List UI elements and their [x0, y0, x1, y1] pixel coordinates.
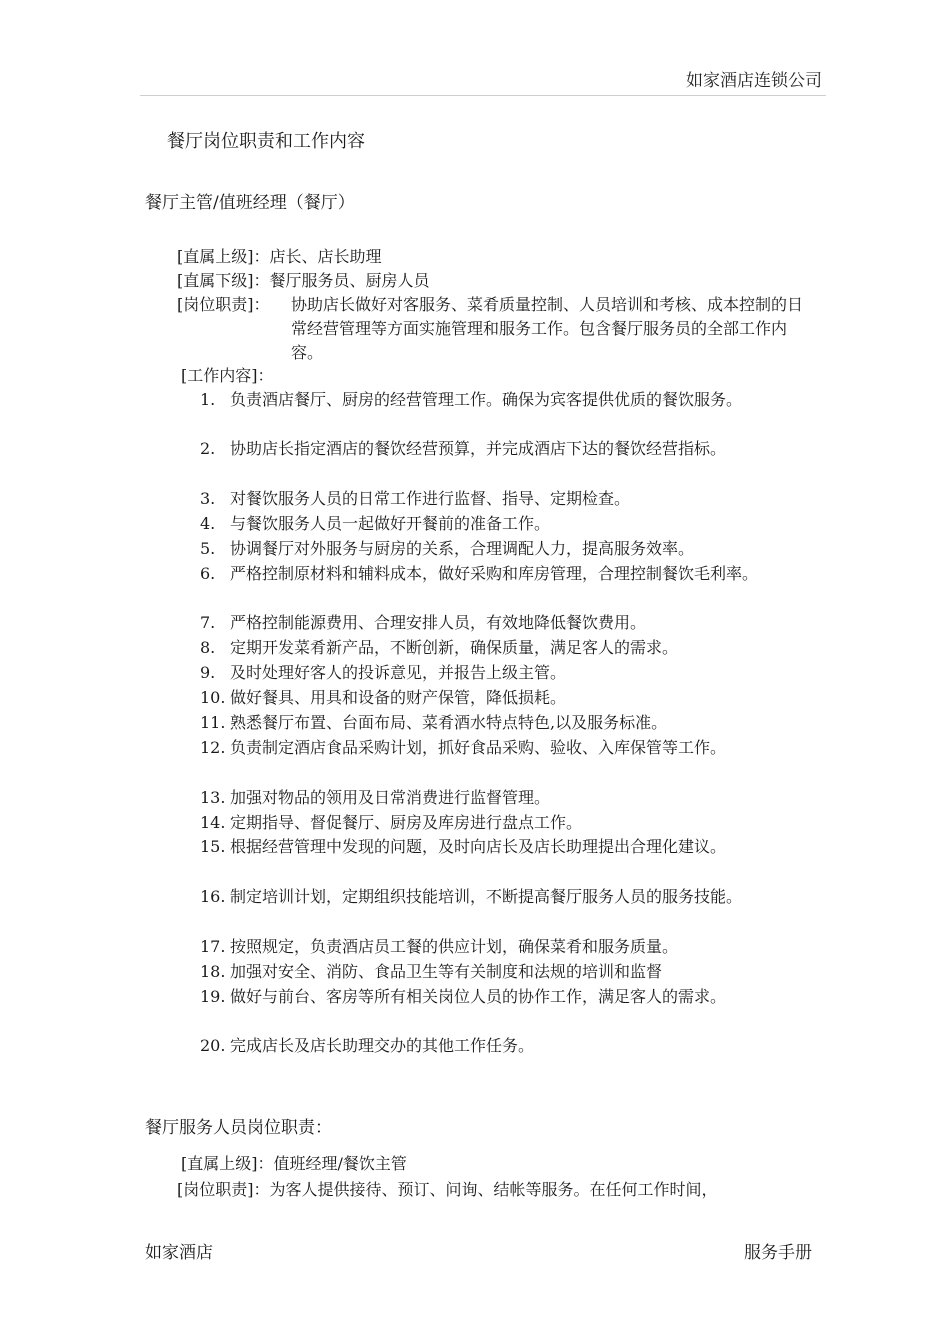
document-title: 餐厅岗位职责和工作内容: [167, 131, 365, 152]
staff-duty: [岗位职责]：为客人提供接待、预订、问询、结帐等服务。在任何工作时间，: [177, 1180, 718, 1199]
duty-label: [岗位职责]：: [177, 295, 270, 314]
duty-text: 协助店长做好对客服务、菜肴质量控制、人员培训和考核、成本控制的日常经营管理等方面实施管理和服务工作。包含餐厅服务员的全部工作内容。: [291, 295, 804, 362]
footer-left: 如家酒店: [145, 1243, 213, 1263]
supervisor-subordinate: [直属下级]：餐厅服务员、厨房人员: [177, 271, 430, 290]
footer-right: 服务手册: [744, 1243, 812, 1263]
supervisor-superior: [直属上级]：店长、店长助理: [177, 247, 382, 266]
section-title-staff: 餐厅服务人员岗位职责：: [145, 1118, 332, 1138]
staff-superior: [直属上级]：值班经理/餐饮主管: [181, 1154, 407, 1173]
work-content-label: [工作内容]：: [181, 366, 274, 385]
document-page: 如家酒店连锁公司 餐厅岗位职责和工作内容 餐厅主管/值班经理（餐厅） [直属上级]：店长、店长助理 [直属下级]：餐厅服务员、厨房人员 [岗位职责]： 协助店长做好对客服务、菜肴质量控制、人员培训和考核、成本控制的日常经营管理等方面实施管理和服务工作。包含餐厅服务员的全部工作内容。 [工作内容]： 1. 负责酒店餐厅、厨房的经营管理工作。确保为宾客提供优质的餐饮服务。 2. 协助店长指定酒店的餐饮经营预算，并完成酒店下达的餐饮经营指标。 3. 对餐饮服务人员的日常工作进行监督、指导、定期检查。 4. 与餐饮服务人员一起做好开餐前的准备工作。 5. 协调餐厅对外服务与厨房的关系，合理调配人力，提高服务效率。 6. 严格控制原材料和辅料成本，做好采购和库房管理，合理控制餐饮毛利率。 7. 严格控制能源费用、合理安排人员，有效地降低餐饮费用。 8. 定期开发菜肴新产品，不断创新，确保质量，满足客人的需求。 9. 及时处理好客人的投诉意见，并报告上级主管。 10. 做好餐具、用具和设备的财产保管，降低损耗。 11. 熟悉餐厅布置、台面布局、菜肴酒水特点特色,以及服务标准。 12. 负责制定酒店食品采购计划，抓好食品采购、验收、入库保管等工作。 13. 加强对物品的领用及日常消费进行监督管理。 14. 定期指导、督促餐厅、厨房及库房进行盘点工作。 15. 根据经营管理中发现的问题，及时向店长及店长助理提出合理化建议。 16. 制定培训计划，定期组织技能培训，不断提高餐厅服务人员的服务技能。 17. 按照规定，负责酒店员工餐的供应计划，确保菜肴和服务质量。 18. 加强对安全、消防、食品卫生等有关制度和法规的培训和监督 19. 做好与前台、客房等所有相关岗位人员的协作工作，满足客人的需求。 20. 完成店长及店长助理交办的其他工作任务。 餐厅服务人员岗位职责： [直属上级]：值班经理/餐饮主管 [岗位职责]：为客人提供接待、预订、问询、结帐等服务。在任何工作时间， 如家酒店 服务手册: [0, 0, 950, 1344]
supervisor-duty: [177, 293, 817, 365]
header-divider: [140, 95, 826, 96]
header-company-name: 如家酒店连锁公司: [686, 71, 822, 91]
section-title-supervisor: 餐厅主管/值班经理（餐厅）: [145, 193, 355, 213]
